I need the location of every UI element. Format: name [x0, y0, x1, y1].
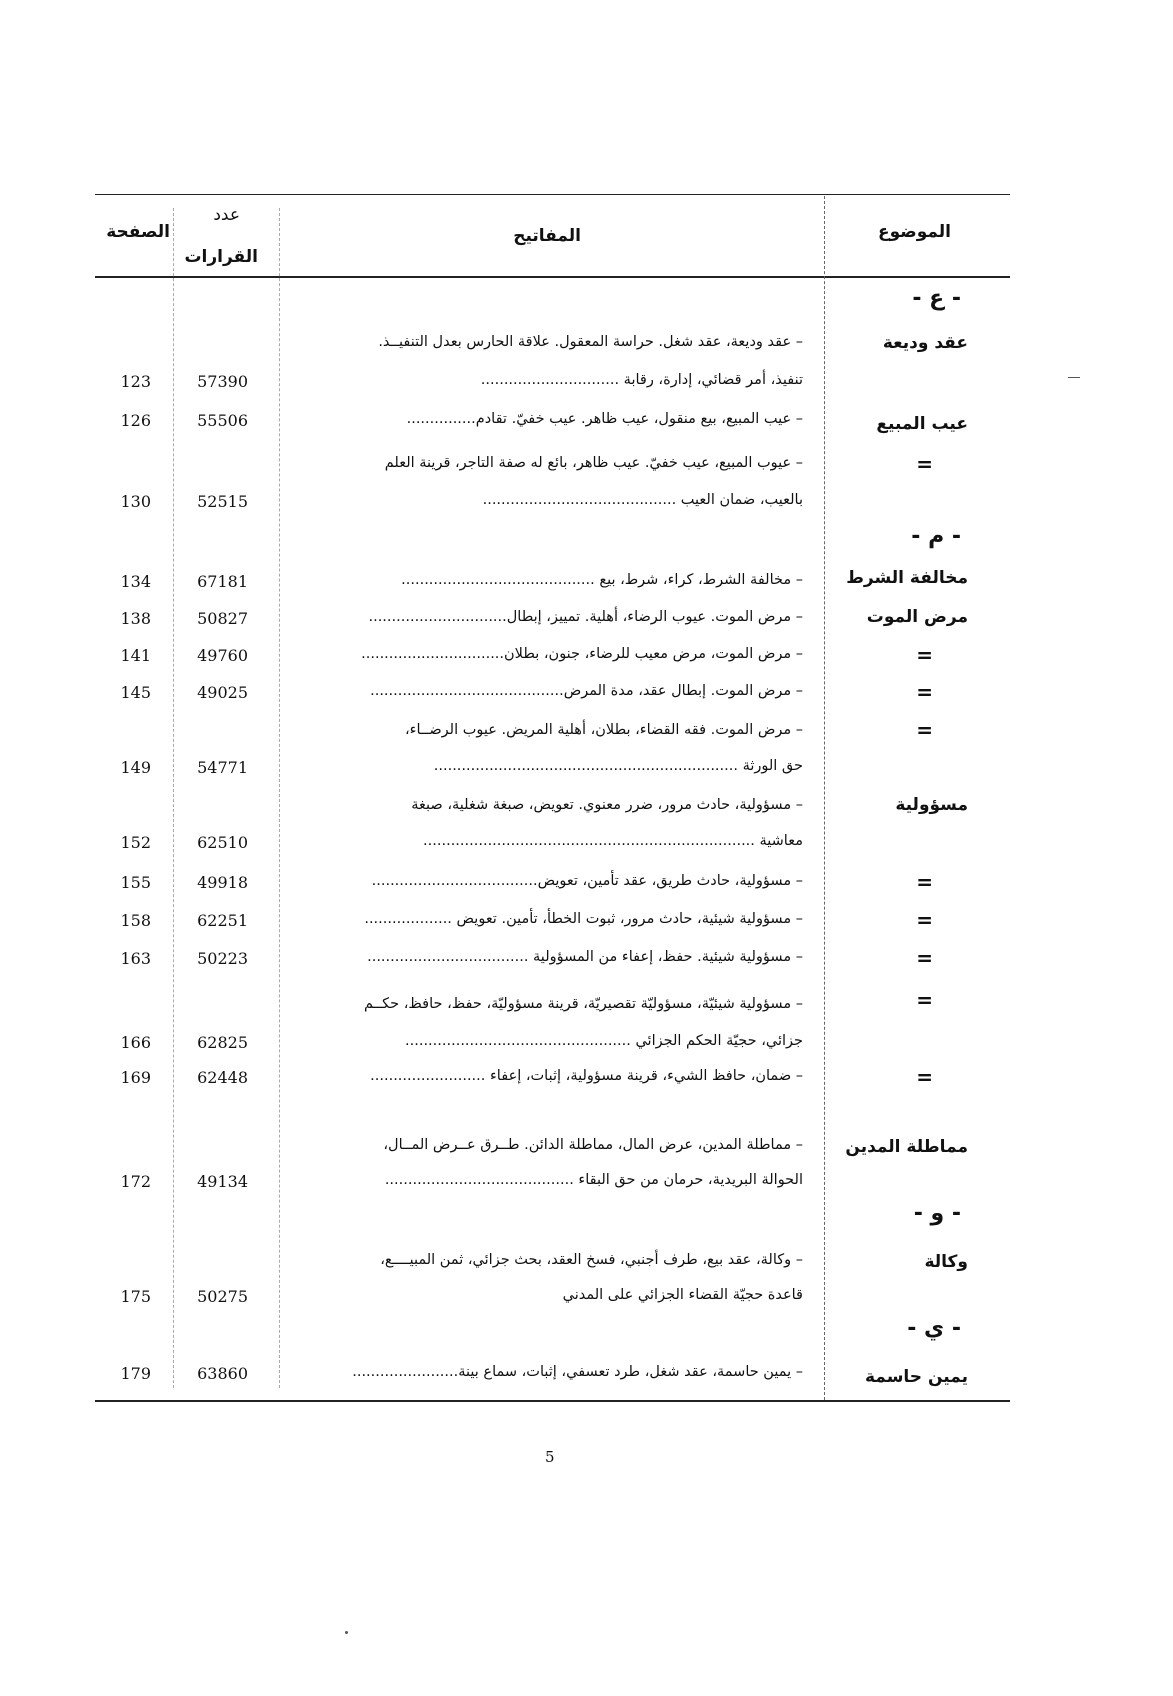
footer-page-number: 5 [545, 1448, 555, 1466]
keywords-line: – مسؤولية، حادث مرور، ضرر معنوي. تعويض، صبغة شغلية، صبغة [411, 797, 803, 813]
section-letter-mim: - م - [911, 524, 961, 549]
keywords-line: معاشية ........................................................................ [423, 833, 803, 849]
page-number: 155 [120, 873, 151, 892]
keywords-line: – عيوب المبيع، عيب خفيّ. عيب ظاهر، بائع له صفة التاجر، قرينة العلم [384, 455, 803, 471]
ditto-mark: = [916, 643, 933, 667]
count-column-separator [279, 208, 280, 1388]
decision-count: 54771 [197, 758, 248, 777]
keywords-line: – مماطلة المدين، عرض المال، مماطلة الدائن. طــرق عــرض المــال، [383, 1137, 803, 1153]
page-number: 175 [120, 1287, 151, 1306]
decision-count: 62510 [197, 833, 248, 852]
ditto-mark: = [916, 988, 933, 1012]
ditto-mark: = [916, 908, 933, 932]
keywords-line: – مسؤولية شيئية، حادث مرور، ثبوت الخطأ، تأمين. تعويض ................... [364, 911, 803, 927]
ditto-mark: = [916, 946, 933, 970]
keywords-line: – يمين حاسمة، عقد شغل، طرد تعسفي، إثبات، سماع بينة....................... [352, 1364, 803, 1380]
keywords-line: الحوالة البريدية، حرمان من حق البقاء ......................................... [384, 1172, 803, 1188]
page-number: 123 [120, 372, 151, 391]
keywords-line: قاعدة حجيّة القضاء الجزائي على المدني [562, 1287, 803, 1303]
subject-cell: مخالفة الشرط [846, 568, 968, 588]
page-number: 172 [120, 1172, 151, 1191]
keywords-line: – مخالفة الشرط، كراء، شرط، بيع .......................................... [401, 572, 803, 588]
decision-count: 50827 [197, 609, 248, 628]
page-number: 145 [120, 683, 151, 702]
keywords-line: – مسؤولية شيئية. حفظ، إعفاء من المسؤولية ................................... [367, 949, 803, 965]
keywords-line: – مسؤولية شيئيّة، مسؤوليّة تقصيريّة، قرينة مسؤوليّة، حفظ، حافظ، حكــم [364, 996, 803, 1012]
keywords-line: – مرض الموت. إبطال عقد، مدة المرض.......................................... [370, 683, 803, 699]
keywords-line: – مرض الموت، مرض معيب للرضاء، جنون، بطلان............................... [361, 646, 803, 662]
subject-cell: يمين حاسمة [865, 1367, 968, 1387]
ditto-mark: = [916, 870, 933, 894]
keywords-line: بالعيب، ضمان العيب .......................................... [482, 492, 803, 508]
scan-mark [345, 1631, 348, 1634]
page-column-separator [173, 208, 174, 1388]
subject-cell: عقد وديعة [882, 333, 968, 353]
subject-cell: مرض الموت [866, 607, 968, 627]
page-number: 138 [120, 609, 151, 628]
ditto-mark: = [916, 452, 933, 476]
header-count-line1: عدد [213, 205, 240, 225]
keywords-line: – عيب المبيع، بيع منقول، عيب ظاهر. عيب خفيّ. تقادم............... [406, 411, 803, 427]
decision-count: 52515 [197, 492, 248, 511]
subject-cell: وكالة [924, 1252, 968, 1272]
ditto-mark: = [916, 1065, 933, 1089]
decision-count: 49760 [197, 646, 248, 665]
table-top-rule [95, 194, 1010, 195]
subject-cell: عيب المبيع [876, 414, 968, 434]
page-number: 169 [120, 1068, 151, 1087]
keywords-line: تنفيذ، أمر قضائي، إدارة، رقابة .............................. [480, 372, 803, 388]
keywords-line: – ضمان، حافظ الشيء، قرينة مسؤولية، إثبات، إعفاء ......................... [370, 1068, 803, 1084]
page-number: 126 [120, 411, 151, 430]
decision-count: 62825 [197, 1033, 248, 1052]
keywords-line: – عقد وديعة، عقد شغل. حراسة المعقول. علاقة الحارس بعدل التنفيــذ. [378, 334, 803, 350]
decision-count: 62251 [197, 911, 248, 930]
decision-count: 49134 [197, 1172, 248, 1191]
keywords-line: – مرض الموت. فقه القضاء، بطلان، أهلية المريض. عيوب الرضــاء، [404, 722, 803, 738]
table-bottom-rule [95, 1400, 1010, 1402]
page-number: 141 [120, 646, 151, 665]
section-letter-ain: - ع - [912, 286, 961, 311]
ditto-mark: = [916, 680, 933, 704]
decision-count: 67181 [197, 572, 248, 591]
header-page: الصفحة [106, 222, 170, 242]
keywords-line: جزائي، حجيّة الحكم الجزائي ................................................. [405, 1033, 803, 1049]
scan-mark [1068, 377, 1080, 378]
keywords-line: – وكالة، عقد بيع، طرف أجنبي، فسخ العقد، بحث جزائي، ثمن المبيــــع، [380, 1252, 803, 1268]
decision-count: 57390 [197, 372, 248, 391]
decision-count: 62448 [197, 1068, 248, 1087]
page-number: 134 [120, 572, 151, 591]
decision-count: 55506 [197, 411, 248, 430]
decision-count: 50275 [197, 1287, 248, 1306]
decision-count: 50223 [197, 949, 248, 968]
section-letter-waw: - و - [913, 1201, 961, 1226]
keywords-line: حق الورثة .................................................................. [433, 758, 803, 774]
page-number: 179 [120, 1364, 151, 1383]
header-count-line2: القرارات [184, 247, 258, 267]
keywords-line: – مسؤولية، حادث طريق، عقد تأمين، تعويض.................................... [371, 873, 803, 889]
page-number: 166 [120, 1033, 151, 1052]
decision-count: 49918 [197, 873, 248, 892]
decision-count: 49025 [197, 683, 248, 702]
section-letter-ya: - ي - [907, 1316, 961, 1341]
subject-cell: مسؤولية [895, 795, 968, 815]
subject-column-separator [824, 196, 825, 1400]
page-number: 163 [120, 949, 151, 968]
keywords-line: – مرض الموت. عيوب الرضاء، أهلية. تمييز، إبطال.............................. [368, 609, 803, 625]
header-bottom-rule [95, 276, 1010, 278]
decision-count: 63860 [197, 1364, 248, 1383]
page-number: 158 [120, 911, 151, 930]
page-number: 130 [120, 492, 151, 511]
header-keywords: المفاتيح [513, 226, 581, 246]
header-subject: الموضوع [878, 222, 951, 242]
page-number: 152 [120, 833, 151, 852]
subject-cell: مماطلة المدين [845, 1137, 968, 1157]
ditto-mark: = [916, 718, 933, 742]
page-number: 149 [120, 758, 151, 777]
